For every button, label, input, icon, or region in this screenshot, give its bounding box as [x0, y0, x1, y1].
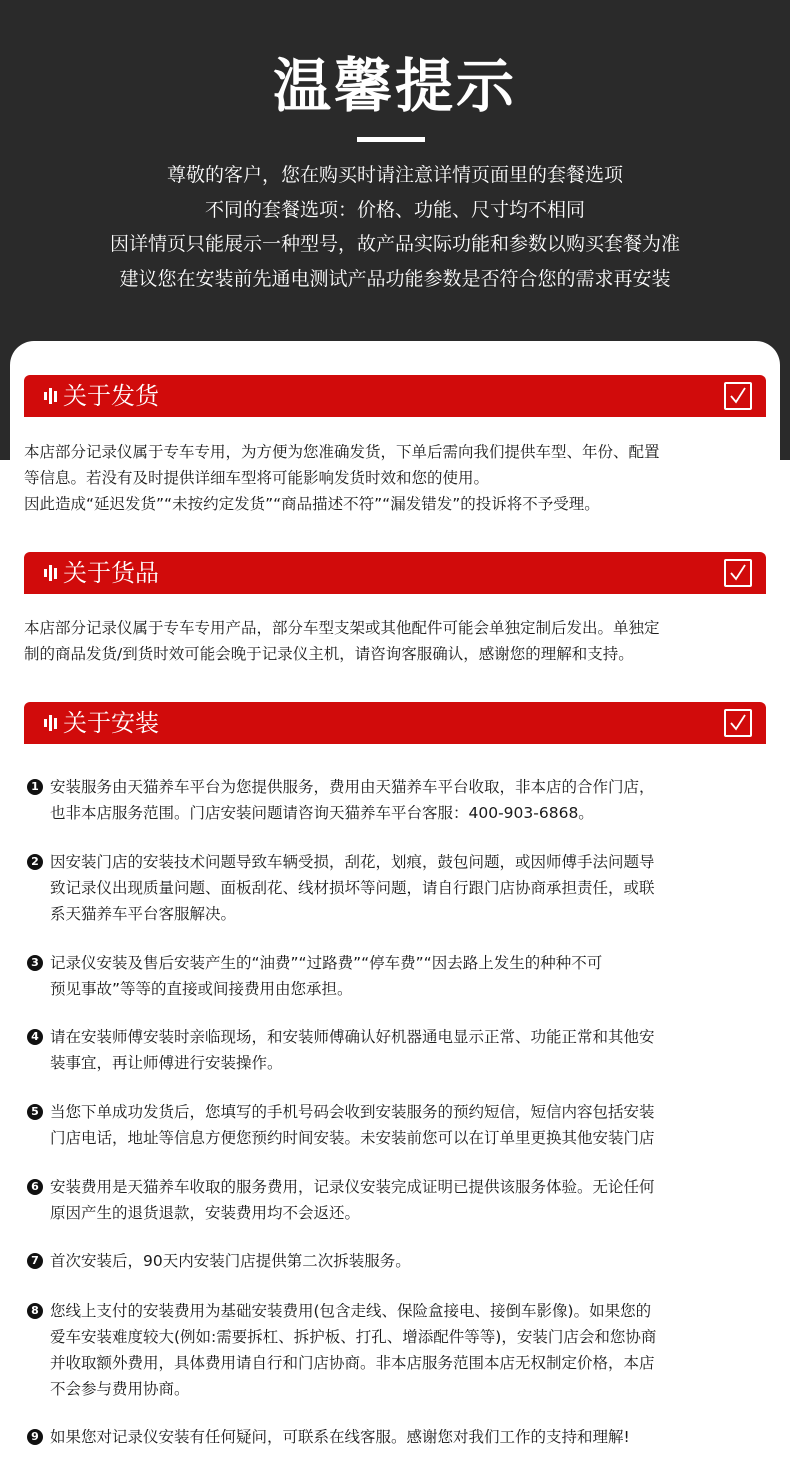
header-line: 建议您在安装前先通电测试产品功能参数是否符合您的需求再安装 [119, 267, 671, 290]
number-badge: 1 [27, 779, 43, 795]
text-line: 本店部分记录仪属于专车专用，为方便为您准确发货，下单后需向我们提供车型、年份、配置 [24, 443, 660, 461]
header-line: 因详情页只能展示一种型号，故产品实际功能和参数以购买套餐为准 [109, 233, 680, 255]
text-line: 首次安装后，90天内安装门店提供第二次拆装服务。 [50, 1252, 411, 1270]
signal-icon [44, 565, 58, 581]
text-line: 系天猫养车平台客服解决。 [50, 905, 237, 923]
text-line: 请在安装师傅安装时亲临现场，和安装师傅确认好机器通电显示正常、功能正常和其他安 [50, 1028, 655, 1046]
goods-text [24, 615, 769, 667]
shipping-text [24, 439, 769, 517]
text-line: 等信息。若没有及时提供详细车型将可能影响发货时效和您的使用。 [24, 469, 490, 487]
title-underline [357, 137, 425, 142]
section-title: 关于安装 [63, 709, 159, 737]
number-badge: 7 [27, 1253, 43, 1269]
text-line: 安装费用是天猫养车收取的服务费用，记录仪安装完成证明已提供该服务体验。无论任何 [50, 1178, 655, 1196]
checkmark-icon [724, 709, 752, 737]
text-line: 预见事故”等等的直接或间接费用由您承担。 [50, 980, 353, 998]
text-line: 因此造成“延迟发货”“未按约定发货”“商品描述不符”“漏发错发”的投诉将不予受理。 [24, 495, 600, 513]
text-line: 如果您对记录仪安装有任何疑问，可联系在线客服。感谢您对我们工作的支持和理解! [50, 1428, 630, 1446]
text-line: 并收取额外费用，具体费用请自行和门店协商。非本店服务范围本店无权制定价格，本店 [50, 1354, 655, 1372]
number-badge: 3 [27, 955, 43, 971]
text-line: 制的商品发货/到货时效可能会晚于记录仪主机，请咨询客服确认，感谢您的理解和支持。 [24, 645, 634, 663]
text-line: 也非本店服务范围。门店安装问题请咨询天猫养车平台客服：400-903-6868。 [50, 804, 594, 822]
text-line: 因安装门店的安装技术问题导致车辆受损，刮花，划痕，鼓包问题，或因师傅手法问题导 [50, 853, 655, 871]
text-line: 门店电话，地址等信息方便您预约时间安装。未安装前您可以在订单里更换其他安装门店 [50, 1129, 655, 1147]
text-line: 爱车安装难度较大(例如:需要拆杠、拆护板、打孔、增添配件等等)，安装门店会和您协商 [50, 1328, 657, 1346]
signal-icon [44, 715, 58, 731]
number-badge: 5 [27, 1104, 43, 1120]
number-badge: 4 [27, 1029, 43, 1045]
page-title: 温馨提示 [272, 52, 517, 120]
text-line: 您线上支付的安装费用为基础安装费用(包含走线、保险盒接电、接倒车影像)。如果您的 [50, 1302, 652, 1320]
text-line: 当您下单成功发货后，您填写的手机号码会收到安装服务的预约短信，短信内容包括安装 [50, 1103, 655, 1121]
header-notice [0, 158, 790, 296]
number-badge: 9 [27, 1429, 43, 1445]
text-line: 不会参与费用协商。 [50, 1380, 190, 1398]
header-line: 不同的套餐选项：价格、功能、尺寸均不相同 [204, 198, 585, 221]
text-line: 致记录仪出现质量问题、面板刮花、线材损坏等问题，请自行跟门店协商承担责任，或联 [50, 879, 655, 897]
text-line: 装事宜，再让师傅进行安装操作。 [50, 1054, 283, 1072]
section-header-install [24, 702, 766, 744]
text-line: 记录仪安装及售后安装产生的“油费”“过路费”“停车费”“因去路上发生的种种不可 [50, 954, 603, 972]
text-line: 原因产生的退货退款，安装费用均不会返还。 [50, 1204, 361, 1222]
number-badge: 6 [27, 1179, 43, 1195]
checkmark-icon [724, 559, 752, 587]
text-line: 本店部分记录仪属于专车专用产品，部分车型支架或其他配件可能会单独定制后发出。单独定 [24, 619, 660, 637]
number-badge: 2 [27, 854, 43, 870]
checkmark-icon [724, 382, 752, 410]
section-header-goods [24, 552, 766, 594]
header-line: 尊敬的客户，您在购买时请注意详情页面里的套餐选项 [166, 164, 623, 186]
signal-icon [44, 388, 58, 404]
section-title: 关于发货 [63, 382, 159, 410]
section-title: 关于货品 [63, 559, 159, 587]
section-header-shipping [24, 375, 766, 417]
text-line: 安装服务由天猫养车平台为您提供服务，费用由天猫养车平台收取，非本店的合作门店， [50, 778, 655, 796]
number-badge: 8 [27, 1303, 43, 1319]
